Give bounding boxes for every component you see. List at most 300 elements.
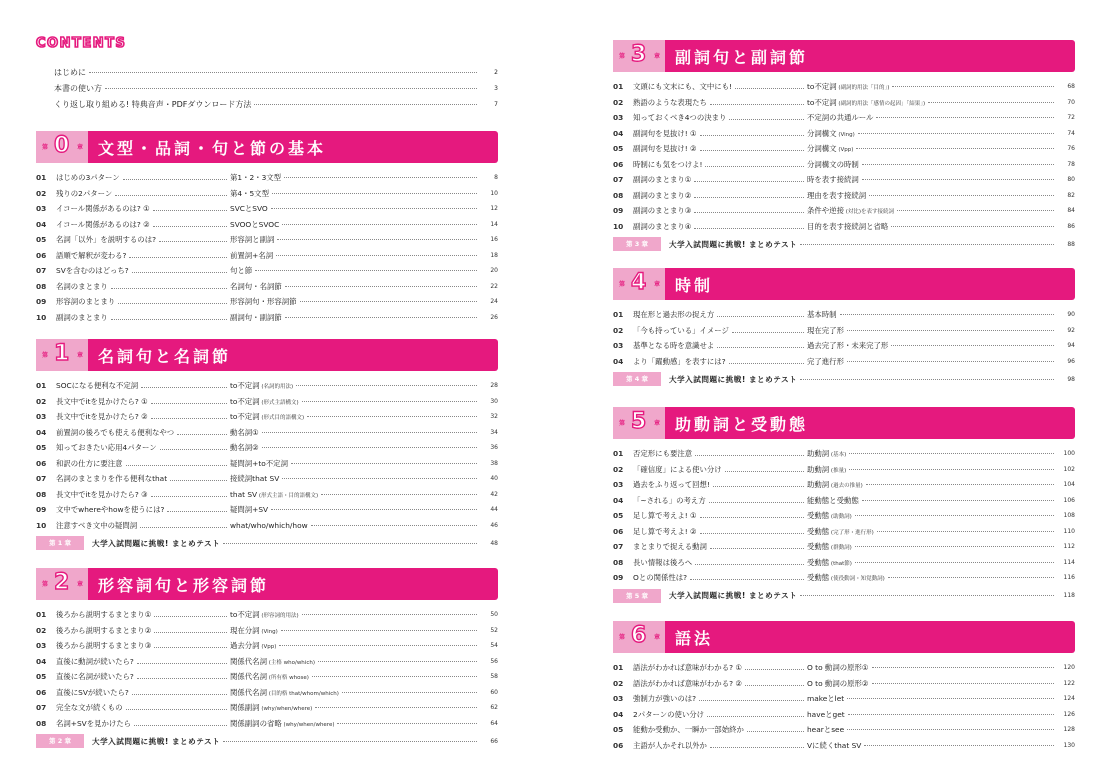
item-title: 文頭にも文末にも、文中にも! bbox=[633, 81, 807, 92]
toc-row[interactable] bbox=[613, 157, 1075, 173]
item-note: (why/when/where) bbox=[259, 706, 313, 713]
page-number: 128 bbox=[1063, 726, 1075, 734]
toc-row[interactable] bbox=[36, 607, 498, 623]
leader-dots bbox=[285, 286, 477, 287]
toc-row[interactable] bbox=[36, 440, 498, 456]
toc-row[interactable] bbox=[613, 79, 1075, 95]
chapter-items bbox=[36, 170, 498, 325]
item-number: 03 bbox=[613, 113, 624, 123]
leader-dots bbox=[223, 543, 477, 544]
item-title: 「~される」の考え方 bbox=[633, 495, 807, 506]
page-number: 60 bbox=[490, 688, 498, 696]
item-subject: 疑問詞+SV bbox=[230, 505, 269, 515]
item-title: 文中でwhereやhowを使うには? bbox=[56, 504, 230, 515]
page-number: 110 bbox=[1063, 527, 1075, 535]
item-subject: what/who/which/how bbox=[230, 520, 308, 530]
toc-row[interactable] bbox=[36, 716, 498, 732]
page-number: 32 bbox=[490, 413, 498, 421]
leader-dots bbox=[151, 414, 227, 419]
toc-row[interactable] bbox=[613, 555, 1075, 571]
item-number: 01 bbox=[613, 663, 624, 673]
item-number: 06 bbox=[613, 159, 624, 169]
page-number: 44 bbox=[490, 506, 498, 514]
toc-row[interactable] bbox=[613, 539, 1075, 555]
leader-dots bbox=[862, 164, 1054, 165]
leader-dots bbox=[118, 299, 227, 304]
toc-row[interactable] bbox=[613, 338, 1075, 354]
toc-row[interactable] bbox=[36, 294, 498, 310]
toc-row[interactable] bbox=[613, 141, 1075, 157]
item-subject: 句と節 bbox=[230, 266, 253, 276]
leader-dots bbox=[855, 546, 1054, 547]
item-title: 完全な文が続くもの bbox=[56, 702, 230, 713]
item-subject: that SV (形式主語・目的語構文) bbox=[230, 489, 319, 499]
item-title: 副詞のまとまり③ bbox=[633, 205, 807, 216]
page-number: 2 bbox=[494, 68, 498, 76]
leader-dots bbox=[876, 117, 1054, 118]
item-number: 05 bbox=[36, 235, 47, 245]
item-number: 01 bbox=[613, 82, 624, 92]
item-number: 04 bbox=[36, 219, 47, 229]
toc-row[interactable] bbox=[613, 462, 1075, 478]
chapter-sho-label: 章 bbox=[77, 581, 84, 588]
leader-dots bbox=[337, 723, 477, 724]
item-number: 01 bbox=[36, 173, 47, 183]
item-subject: 助動詞 (過去の推量) bbox=[807, 480, 863, 490]
item-title: 名詞のまとまり bbox=[56, 281, 230, 292]
intro-title: 本書の使い方 bbox=[54, 83, 102, 93]
toc-row[interactable] bbox=[613, 307, 1075, 323]
toc-row[interactable] bbox=[613, 508, 1075, 524]
item-number: 08 bbox=[36, 489, 47, 499]
item-subject: 分詞構文 (Ving) bbox=[807, 128, 855, 138]
item-subject: 条件や逆接 (対比)を表す接続詞 bbox=[807, 206, 895, 216]
leader-dots bbox=[153, 222, 227, 227]
chapter-number: 3 bbox=[631, 42, 647, 67]
leader-dots bbox=[312, 676, 477, 677]
leader-dots bbox=[872, 683, 1054, 684]
leader-dots bbox=[307, 416, 477, 417]
toc-row[interactable] bbox=[36, 518, 498, 534]
item-subject: 関係副詞 (why/when/where) bbox=[230, 703, 313, 713]
chapter-items bbox=[613, 307, 1075, 387]
item-title: 後ろから説明するまとまり② bbox=[56, 625, 230, 636]
leader-dots bbox=[695, 451, 804, 456]
item-subject: 形容詞句・形容詞節 bbox=[230, 297, 297, 307]
page-number: 88 bbox=[1067, 240, 1075, 248]
item-number: 08 bbox=[36, 718, 47, 728]
item-subject: 過去分詞 (Vpp) bbox=[230, 641, 277, 651]
leader-dots bbox=[694, 208, 804, 213]
item-subject: makeとlet bbox=[807, 694, 845, 704]
leader-dots bbox=[154, 628, 227, 633]
toc-row[interactable] bbox=[613, 676, 1075, 692]
item-number: 04 bbox=[36, 656, 47, 666]
toc-row[interactable] bbox=[36, 669, 498, 685]
item-title: 知っておくべき4つの決まり bbox=[633, 112, 807, 123]
leader-dots bbox=[129, 253, 227, 258]
leader-dots bbox=[277, 239, 477, 240]
leader-dots bbox=[847, 330, 1054, 331]
item-note: (過去の推量) bbox=[829, 483, 863, 490]
leader-dots bbox=[707, 712, 804, 717]
toc-row[interactable] bbox=[613, 95, 1075, 111]
intro-title: はじめに bbox=[54, 67, 86, 77]
item-title: 副詞のまとまり① bbox=[633, 174, 807, 185]
item-number: 06 bbox=[36, 687, 47, 697]
item-subject: 助動詞 (基本) bbox=[807, 449, 847, 459]
leader-dots bbox=[866, 484, 1054, 485]
leader-dots bbox=[695, 560, 804, 565]
chapter-header[interactable] bbox=[36, 339, 498, 371]
leader-dots bbox=[877, 531, 1054, 532]
item-subject: 受動態 (使役動詞・知覚動詞) bbox=[807, 573, 885, 583]
chapter-number: 5 bbox=[631, 409, 647, 434]
intro-item[interactable] bbox=[54, 80, 498, 96]
leader-dots bbox=[311, 525, 477, 526]
leader-dots bbox=[342, 692, 477, 693]
item-subject: 受動態 (that節) bbox=[807, 557, 852, 567]
item-subject: 目的を表す接続詞と省略 bbox=[807, 221, 889, 231]
toc-row[interactable] bbox=[36, 248, 498, 264]
item-note: (完了形・進行形) bbox=[829, 529, 874, 536]
page-number: 78 bbox=[1067, 160, 1075, 168]
chapter-header[interactable] bbox=[36, 568, 498, 600]
review-title: 大学入試問題に挑戦! まとめテスト bbox=[92, 538, 221, 548]
leader-dots bbox=[272, 193, 477, 194]
item-subject: 動名詞② bbox=[230, 443, 259, 453]
item-subject: haveとget bbox=[807, 709, 845, 719]
review-chapter-tag: 第 4 章 bbox=[613, 372, 661, 386]
leader-dots bbox=[167, 507, 227, 512]
toc-row[interactable] bbox=[36, 700, 498, 716]
leader-dots bbox=[800, 379, 1054, 380]
page-number: 58 bbox=[490, 673, 498, 681]
toc-row[interactable] bbox=[613, 691, 1075, 707]
page-number: 104 bbox=[1063, 481, 1075, 489]
item-subject: to不定詞 (名詞的用法) bbox=[230, 381, 294, 391]
toc-row[interactable] bbox=[613, 524, 1075, 540]
leader-dots bbox=[132, 268, 227, 273]
page-number: 96 bbox=[1067, 357, 1075, 365]
toc-row[interactable] bbox=[36, 186, 498, 202]
leader-dots bbox=[847, 361, 1054, 362]
leader-dots bbox=[694, 177, 804, 182]
leader-dots bbox=[747, 727, 804, 732]
item-title: 能動か受動か、一瞬か一部始終か bbox=[633, 724, 807, 735]
page-number: 100 bbox=[1063, 450, 1075, 458]
item-note: (推量) bbox=[829, 467, 847, 474]
review-title: 大学入試問題に挑戦! まとめテスト bbox=[669, 239, 798, 249]
item-title: 長文中でitを見かけたら? ② bbox=[56, 411, 230, 422]
toc-row[interactable] bbox=[613, 570, 1075, 586]
leader-dots bbox=[271, 509, 477, 510]
toc-row[interactable] bbox=[613, 203, 1075, 219]
leader-dots bbox=[717, 343, 804, 348]
toc-row[interactable] bbox=[613, 172, 1075, 188]
leader-dots bbox=[699, 696, 804, 701]
toc-row[interactable] bbox=[36, 502, 498, 518]
item-number: 05 bbox=[613, 144, 624, 154]
leader-dots bbox=[153, 206, 227, 211]
contents-title: CONTENTS bbox=[36, 36, 127, 51]
toc-row[interactable] bbox=[613, 660, 1075, 676]
leader-dots bbox=[928, 102, 1054, 103]
item-title: より「躍動感」を表すには? bbox=[633, 356, 807, 367]
review-test-row[interactable] bbox=[613, 236, 1075, 252]
leader-dots bbox=[892, 86, 1054, 87]
toc-row[interactable] bbox=[613, 738, 1075, 754]
toc-row[interactable] bbox=[36, 232, 498, 248]
page-number: 94 bbox=[1067, 342, 1075, 350]
leader-dots bbox=[710, 100, 804, 105]
leader-dots bbox=[262, 447, 477, 448]
item-subject: 能動態と受動態 bbox=[807, 495, 859, 505]
item-number: 08 bbox=[613, 557, 624, 567]
item-title: SVを含むのはどっち? bbox=[56, 265, 230, 276]
item-subject: SVCとSVO bbox=[230, 204, 268, 214]
toc-row[interactable] bbox=[36, 425, 498, 441]
item-subject: 副詞句・副詞節 bbox=[230, 312, 282, 322]
chapter-sho-label: 章 bbox=[654, 420, 661, 427]
item-subject: to不定詞 (形式目的語構文) bbox=[230, 412, 305, 422]
chapter-number: 2 bbox=[54, 570, 70, 595]
leader-dots bbox=[745, 681, 804, 686]
leader-dots bbox=[170, 476, 227, 481]
item-number: 09 bbox=[613, 573, 624, 583]
toc-row[interactable] bbox=[36, 685, 498, 701]
chapter-dai-label: 第 bbox=[619, 634, 626, 641]
intro-item[interactable] bbox=[54, 64, 498, 80]
toc-row[interactable] bbox=[613, 446, 1075, 462]
item-number: 02 bbox=[36, 625, 47, 635]
item-title: 語順で解釈が変わる? bbox=[56, 250, 230, 261]
item-note: (形式目的語構文) bbox=[259, 415, 305, 422]
leader-dots bbox=[840, 314, 1054, 315]
leader-dots bbox=[872, 667, 1054, 668]
item-title: まとまりで捉える動詞 bbox=[633, 541, 807, 552]
toc-row[interactable] bbox=[613, 219, 1075, 235]
toc-row[interactable] bbox=[36, 201, 498, 217]
toc-row[interactable] bbox=[36, 471, 498, 487]
toc-row[interactable] bbox=[36, 310, 498, 326]
review-test-row[interactable] bbox=[613, 371, 1075, 387]
toc-row[interactable] bbox=[613, 722, 1075, 738]
leader-dots bbox=[223, 741, 477, 742]
item-subject: 受動態 (群動詞) bbox=[807, 542, 852, 552]
page-number: 122 bbox=[1063, 679, 1075, 687]
toc-row[interactable] bbox=[36, 394, 498, 410]
item-note: (Vpp) bbox=[259, 644, 277, 651]
review-chapter-tag: 第 2 章 bbox=[36, 734, 84, 748]
chapter-sho-label: 章 bbox=[77, 352, 84, 359]
review-test-row[interactable] bbox=[36, 733, 498, 749]
toc-row[interactable] bbox=[36, 654, 498, 670]
item-title: 時制にも気をつけよ! bbox=[633, 159, 807, 170]
leader-dots bbox=[151, 399, 227, 404]
item-number: 04 bbox=[36, 427, 47, 437]
item-number: 08 bbox=[613, 190, 624, 200]
item-title: 語法がわかれば意味がわかる? ① bbox=[633, 662, 807, 673]
page-number: 46 bbox=[490, 521, 498, 529]
toc-row[interactable] bbox=[613, 188, 1075, 204]
item-subject: 動名詞① bbox=[230, 427, 259, 437]
toc-row[interactable] bbox=[613, 707, 1075, 723]
chapter-header[interactable] bbox=[613, 621, 1075, 653]
toc-row[interactable] bbox=[36, 378, 498, 394]
leader-dots bbox=[315, 707, 477, 708]
leader-dots bbox=[177, 430, 227, 435]
item-number: 04 bbox=[613, 356, 624, 366]
chapter-title: 助動詞と受動態 bbox=[665, 407, 1075, 439]
item-subject: 過去完了形・未来完了形 bbox=[807, 341, 889, 351]
item-number: 03 bbox=[613, 694, 624, 704]
page-number: 130 bbox=[1063, 741, 1075, 749]
leader-dots bbox=[111, 315, 227, 320]
item-number: 06 bbox=[36, 458, 47, 468]
item-subject: 現在完了形 bbox=[807, 325, 844, 335]
page-number: 80 bbox=[1067, 176, 1075, 184]
chapter-sho-label: 章 bbox=[654, 53, 661, 60]
page-number: 28 bbox=[490, 382, 498, 390]
leader-dots bbox=[284, 177, 477, 178]
leader-dots bbox=[291, 463, 477, 464]
item-subject: Vに続くthat SV bbox=[807, 740, 862, 750]
chapter-number-box bbox=[36, 568, 88, 600]
toc-row[interactable] bbox=[36, 263, 498, 279]
chapter-header[interactable] bbox=[613, 407, 1075, 439]
item-note: (形式主語構文) bbox=[259, 399, 299, 406]
review-test-row[interactable] bbox=[613, 588, 1075, 604]
item-subject: 時を表す接続詞 bbox=[807, 175, 859, 185]
item-subject: 分詞構文 (Vpp) bbox=[807, 144, 854, 154]
leader-dots bbox=[897, 210, 1054, 211]
item-title: 足し算で考えよ! ① bbox=[633, 510, 807, 521]
item-note: (基本) bbox=[829, 452, 847, 459]
item-title: 名詞「以外」を説明するのは? bbox=[56, 234, 230, 245]
item-title: 長文中でitを見かけたら? ③ bbox=[56, 489, 230, 500]
item-subject: 理由を表す接続詞 bbox=[807, 190, 867, 200]
item-number: 05 bbox=[613, 511, 624, 521]
item-note: (使役動詞・知覚動詞) bbox=[829, 576, 885, 583]
chapter-items bbox=[36, 607, 498, 749]
toc-row[interactable] bbox=[36, 623, 498, 639]
item-title: 2パターンの使い分け bbox=[633, 709, 807, 720]
item-note: (副詞的用法「感情の起因」「結果」) bbox=[836, 100, 926, 107]
leader-dots bbox=[160, 445, 227, 450]
toc-row[interactable] bbox=[613, 493, 1075, 509]
page-number: 66 bbox=[490, 737, 498, 745]
item-subject: 疑問詞+to不定詞 bbox=[230, 458, 288, 468]
leader-dots bbox=[151, 492, 227, 497]
toc-row[interactable] bbox=[36, 638, 498, 654]
chapter-header[interactable] bbox=[613, 40, 1075, 72]
item-title: 直後に動詞が続いたら? bbox=[56, 656, 230, 667]
item-number: 07 bbox=[613, 175, 624, 185]
chapter-dai-label: 第 bbox=[42, 581, 49, 588]
item-subject: O to 動詞の原形① bbox=[807, 663, 869, 673]
leader-dots bbox=[800, 595, 1054, 596]
page-number: 90 bbox=[1067, 311, 1075, 319]
leader-dots bbox=[281, 630, 477, 631]
page-number: 76 bbox=[1067, 145, 1075, 153]
item-title: 否定形にも要注意 bbox=[633, 448, 807, 459]
page-number: 24 bbox=[490, 298, 498, 306]
leader-dots bbox=[254, 104, 477, 105]
toc-row[interactable] bbox=[36, 487, 498, 503]
leader-dots bbox=[302, 401, 477, 402]
page-number: 68 bbox=[1067, 83, 1075, 91]
toc-row[interactable] bbox=[613, 323, 1075, 339]
leader-dots bbox=[282, 478, 477, 479]
toc-row[interactable] bbox=[613, 477, 1075, 493]
chapter-items bbox=[613, 660, 1075, 753]
toc-row[interactable] bbox=[613, 126, 1075, 142]
chapter-dai-label: 第 bbox=[619, 281, 626, 288]
page-number: 86 bbox=[1067, 222, 1075, 230]
leader-dots bbox=[126, 705, 227, 710]
item-note: (名詞的用法) bbox=[259, 384, 294, 391]
item-title: 副詞のまとまり② bbox=[633, 190, 807, 201]
review-title: 大学入試問題に挑戦! まとめテスト bbox=[669, 591, 798, 600]
review-test-row[interactable] bbox=[36, 535, 498, 551]
chapter-items bbox=[613, 79, 1075, 252]
item-number: 03 bbox=[613, 341, 624, 351]
item-note: (why/when/where) bbox=[281, 721, 335, 728]
item-number: 03 bbox=[36, 412, 47, 422]
item-number: 09 bbox=[36, 297, 47, 307]
chapter-number-box bbox=[613, 40, 665, 72]
toc-row[interactable] bbox=[613, 354, 1075, 370]
page-number: 10 bbox=[490, 189, 498, 197]
chapter-header[interactable] bbox=[36, 131, 498, 163]
toc-row[interactable] bbox=[36, 217, 498, 233]
item-subject: 関係代名詞 (所有格 whose) bbox=[230, 672, 309, 682]
leader-dots bbox=[137, 659, 227, 664]
page-number: 116 bbox=[1063, 574, 1075, 582]
intro-item[interactable] bbox=[54, 96, 498, 112]
item-note: (Ving) bbox=[259, 628, 278, 635]
chapter-header[interactable] bbox=[613, 268, 1075, 300]
item-title: SOCになる便利な不定詞 bbox=[56, 380, 230, 391]
item-number: 02 bbox=[36, 188, 47, 198]
chapter-dai-label: 第 bbox=[619, 53, 626, 60]
item-title: 副詞のまとまり bbox=[56, 312, 230, 323]
leader-dots bbox=[700, 513, 804, 518]
item-note: (群動詞) bbox=[829, 545, 852, 552]
toc-row[interactable] bbox=[613, 110, 1075, 126]
leader-dots bbox=[847, 729, 1054, 730]
toc-row[interactable] bbox=[36, 279, 498, 295]
page-number: 70 bbox=[1067, 98, 1075, 106]
item-note: (主格 who/which) bbox=[266, 659, 315, 666]
intro-title: くり返し取り組める! 特典音声・PDFダウンロード方法 bbox=[54, 99, 252, 109]
item-title: 足し算で考えよ! ② bbox=[633, 526, 807, 537]
chapter-title: 文型・品詞・句と節の基本 bbox=[88, 131, 498, 163]
item-note: (目的格 that/whom/which) bbox=[266, 690, 339, 697]
leader-dots bbox=[849, 469, 1054, 470]
item-subject: 関係代名詞 (目的格 that/whom/which) bbox=[230, 687, 339, 697]
toc-row[interactable] bbox=[36, 409, 498, 425]
toc-row[interactable] bbox=[36, 170, 498, 186]
item-number: 07 bbox=[36, 703, 47, 713]
leader-dots bbox=[141, 383, 227, 388]
item-subject: 名詞句・名詞節 bbox=[230, 281, 282, 291]
item-title: 語法がわかれば意味がわかる? ② bbox=[633, 678, 807, 689]
leader-dots bbox=[123, 175, 227, 180]
page-number: 56 bbox=[490, 657, 498, 665]
toc-row[interactable] bbox=[36, 456, 498, 472]
